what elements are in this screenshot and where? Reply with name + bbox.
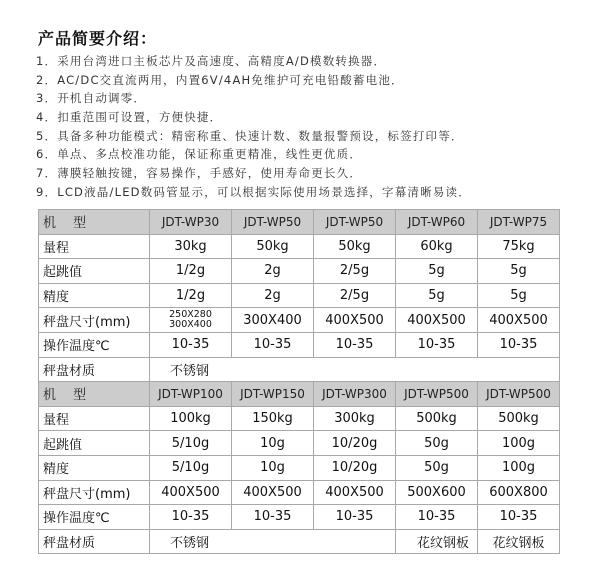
feature-item: 7．薄膜轻触按键，容易操作，手感好，使用寿命更长久． (36, 166, 363, 181)
temperature-cell: 10-35 (396, 505, 478, 530)
range-row (39, 406, 560, 431)
temperature-cell: 10-35 (478, 332, 560, 357)
material-cell: 不锈钢 (150, 357, 560, 382)
pan-size-label: 秤盘尺寸(mm) (39, 480, 150, 505)
range-cell: 75kg (478, 234, 560, 259)
precision-cell: 10/20g (314, 455, 396, 480)
precision-label: 精度 (39, 283, 150, 308)
range-cell: 50kg (232, 234, 314, 259)
min-weight-cell: 5g (396, 259, 478, 284)
model-label: 机 型 (39, 210, 150, 235)
feature-item: 6．单点、多点校准功能，保证称重更精准，线性更优质． (36, 147, 363, 162)
pan-size-row (39, 480, 560, 505)
min-weight-label: 起跳值 (39, 259, 150, 284)
pan-size-label: 秤盘尺寸(mm) (39, 308, 150, 333)
precision-cell: 2/5g (314, 283, 396, 308)
min-weight-cell: 5/10g (150, 431, 232, 456)
model-cell: JDT-WP60 (396, 210, 478, 235)
range-row (39, 234, 560, 259)
pan-size-cell: 400X500 (150, 480, 232, 505)
range-cell: 30kg (150, 234, 232, 259)
model-cell: JDT-WP100 (150, 382, 232, 407)
spec-table (38, 209, 560, 554)
model-cell: JDT-WP50 (314, 210, 396, 235)
range-cell: 50kg (314, 234, 396, 259)
range-cell: 300kg (314, 406, 396, 431)
min-weight-cell: 5g (478, 259, 560, 284)
range-label: 量程 (39, 234, 150, 259)
precision-cell: 2g (232, 283, 314, 308)
range-cell: 60kg (396, 234, 478, 259)
min-weight-row (39, 431, 560, 456)
min-weight-label: 起跳值 (39, 431, 150, 456)
min-weight-cell: 2g (232, 259, 314, 284)
min-weight-cell: 2/5g (314, 259, 396, 284)
temperature-cell: 10-35 (232, 332, 314, 357)
pan-size-cell: 600X800 (478, 480, 560, 505)
material-row (39, 357, 560, 382)
material-row (39, 529, 560, 554)
precision-cell: 5g (478, 283, 560, 308)
model-cell: JDT-WP75 (478, 210, 560, 235)
feature-item: 3．开机自动调零． (36, 91, 147, 106)
precision-row (39, 455, 560, 480)
model-cell: JDT-WP50 (232, 210, 314, 235)
min-weight-cell: 100g (478, 431, 560, 456)
pan-size-cell: 300X400 (232, 308, 314, 333)
min-weight-row (39, 259, 560, 284)
precision-cell: 5/10g (150, 455, 232, 480)
pan-size-cell: 400X500 (396, 308, 478, 333)
material-label: 秤盘材质 (39, 529, 150, 554)
range-cell: 500kg (478, 406, 560, 431)
model-cell: JDT-WP300 (314, 382, 396, 407)
model-cell: JDT-WP500 (396, 382, 478, 407)
pan-size-cell: 400X500 (314, 308, 396, 333)
temperature-cell: 10-35 (150, 505, 232, 530)
pan-size-cell (150, 308, 232, 333)
precision-label: 精度 (39, 455, 150, 480)
min-weight-cell: 10g (232, 431, 314, 456)
model-cell: JDT-WP150 (232, 382, 314, 407)
material-cell: 花纹钢板 (396, 529, 478, 554)
feature-list (36, 52, 471, 202)
model-header-row (39, 382, 560, 407)
pan-size-row (39, 308, 560, 333)
feature-item: 9．LCD液晶/LED数码管显示，可以根据实际使用场景选择，字幕清晰易读． (36, 184, 471, 199)
pan-size-cell: 400X500 (478, 308, 560, 333)
feature-item: 2．AC/DC交直流两用，内置6V/4AH免维护可充电铅酸蓄电池． (36, 72, 404, 87)
temperature-row (39, 505, 560, 530)
min-weight-cell: 1/2g (150, 259, 232, 284)
temperature-cell: 10-35 (232, 505, 314, 530)
pan-size-option: 250X280 (169, 309, 212, 321)
pan-size-cell: 400X500 (232, 480, 314, 505)
pan-size-cell: 500X600 (396, 480, 478, 505)
precision-cell: 50g (396, 455, 478, 480)
precision-cell: 100g (478, 455, 560, 480)
temperature-label: 操作温度℃ (39, 505, 150, 530)
temperature-cell: 10-35 (314, 332, 396, 357)
temperature-cell: 10-35 (314, 505, 396, 530)
temperature-label: 操作温度℃ (39, 332, 150, 357)
precision-row (39, 283, 560, 308)
precision-cell: 1/2g (150, 283, 232, 308)
precision-cell: 5g (396, 283, 478, 308)
range-cell: 100kg (150, 406, 232, 431)
feature-item: 4．扣重范围可设置，方便快捷． (36, 110, 223, 125)
model-cell: JDT-WP30 (150, 210, 232, 235)
section-title: 产品简要介绍： (38, 29, 158, 48)
min-weight-cell: 50g (396, 431, 478, 456)
model-header-row (39, 210, 560, 235)
temperature-cell: 10-35 (396, 332, 478, 357)
model-cell: JDT-WP500 (478, 382, 560, 407)
feature-item: 5．具备多种功能模式：精密称重、快速计数、数量报警预设，标签打印等． (36, 128, 464, 143)
pan-size-cell: 400X500 (314, 480, 396, 505)
material-cell: 不锈钢 (150, 529, 396, 554)
temperature-row (39, 332, 560, 357)
model-label: 机 型 (39, 382, 150, 407)
temperature-cell: 10-35 (150, 332, 232, 357)
range-cell: 150kg (232, 406, 314, 431)
material-cell: 花纹钢板 (478, 529, 560, 554)
material-label: 秤盘材质 (39, 357, 150, 382)
temperature-cell: 10-35 (478, 505, 560, 530)
precision-cell: 10g (232, 455, 314, 480)
pan-size-option: 300X400 (169, 319, 212, 331)
feature-item: 1．采用台湾进口主板芯片及高速度、高精度A/D模数转换器． (36, 54, 387, 68)
min-weight-cell: 10/20g (314, 431, 396, 456)
range-cell: 500kg (396, 406, 478, 431)
range-label: 量程 (39, 406, 150, 431)
